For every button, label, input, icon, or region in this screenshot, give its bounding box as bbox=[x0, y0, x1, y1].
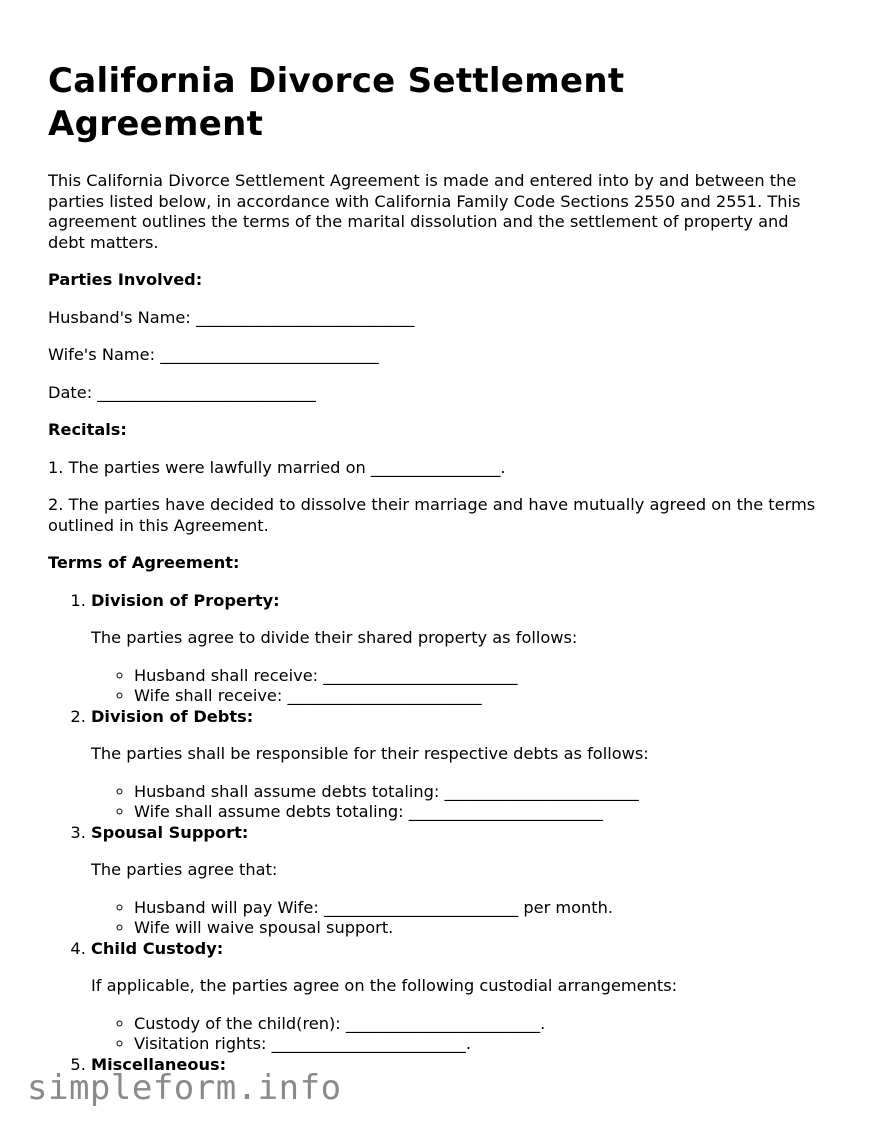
term-title: Division of Property: bbox=[91, 590, 280, 610]
term-item-child-custody bbox=[91, 939, 828, 1055]
term-description: The parties agree to divide their shared property as follows: bbox=[91, 628, 578, 647]
term-sub-list bbox=[91, 1014, 828, 1055]
recital-item-2: 2. The parties have decided to dissolve their marriage and have mutually agreed on the terms outlined in this Agreement. bbox=[48, 495, 816, 535]
sub-item: ◦ Visitation rights: ________________________. bbox=[134, 1034, 828, 1055]
sub-item: ◦ Custody of the child(ren): ________________________. bbox=[134, 1014, 828, 1035]
parties-heading: Parties Involved: bbox=[48, 270, 203, 289]
recital-item-1: 1. The parties were lawfully married on ________________. bbox=[48, 457, 506, 477]
term-item-debts bbox=[91, 707, 828, 823]
document-title: California Divorce Settlement Agreement bbox=[48, 61, 625, 144]
term-title: Division of Debts: bbox=[91, 706, 254, 726]
sub-item: ◦ Wife shall assume debts totaling: ________________________ bbox=[134, 802, 828, 823]
term-sub-list bbox=[91, 782, 828, 823]
watermark-text: simpleform.info bbox=[27, 1068, 342, 1108]
intro-paragraph: This California Divorce Settlement Agreement is made and entered into by and between the parties listed below, in accordance with California Family Code Sections 2550 and 2551. This agreement outlines the terms of the marital dissolution and the settlement of property and debt matters. bbox=[48, 171, 801, 252]
sub-item: ◦ Husband will pay Wife: ________________________ per month. bbox=[134, 898, 828, 919]
term-item-spousal-support bbox=[91, 823, 828, 939]
sub-item: ◦ Wife will waive spousal support. bbox=[134, 918, 828, 939]
wife-name-field: Wife's Name: ___________________________ bbox=[48, 345, 379, 364]
husband-name-field: Husband's Name: ___________________________ bbox=[48, 307, 415, 327]
term-title: Child Custody: bbox=[91, 938, 224, 958]
sub-item: ◦ Husband shall assume debts totaling: ________________________ bbox=[134, 782, 828, 803]
term-sub-list bbox=[91, 898, 828, 939]
terms-list bbox=[48, 591, 828, 1076]
term-title: Spousal Support: bbox=[91, 822, 249, 842]
terms-heading: Terms of Agreement: bbox=[48, 553, 240, 572]
document-page bbox=[48, 60, 828, 1075]
term-description: The parties agree that: bbox=[91, 860, 278, 879]
term-description: The parties shall be responsible for their respective debts as follows: bbox=[91, 744, 649, 763]
date-field: Date: ___________________________ bbox=[48, 382, 316, 402]
term-sub-list bbox=[91, 666, 828, 707]
term-item-property bbox=[91, 591, 828, 707]
term-title: Miscellaneous: bbox=[91, 1054, 227, 1074]
term-description: If applicable, the parties agree on the following custodial arrangements: bbox=[91, 976, 678, 995]
recitals-heading: Recitals: bbox=[48, 420, 127, 439]
sub-item: ◦ Wife shall receive: ________________________ bbox=[134, 686, 828, 707]
sub-item: ◦ Husband shall receive: ________________________ bbox=[134, 666, 828, 687]
